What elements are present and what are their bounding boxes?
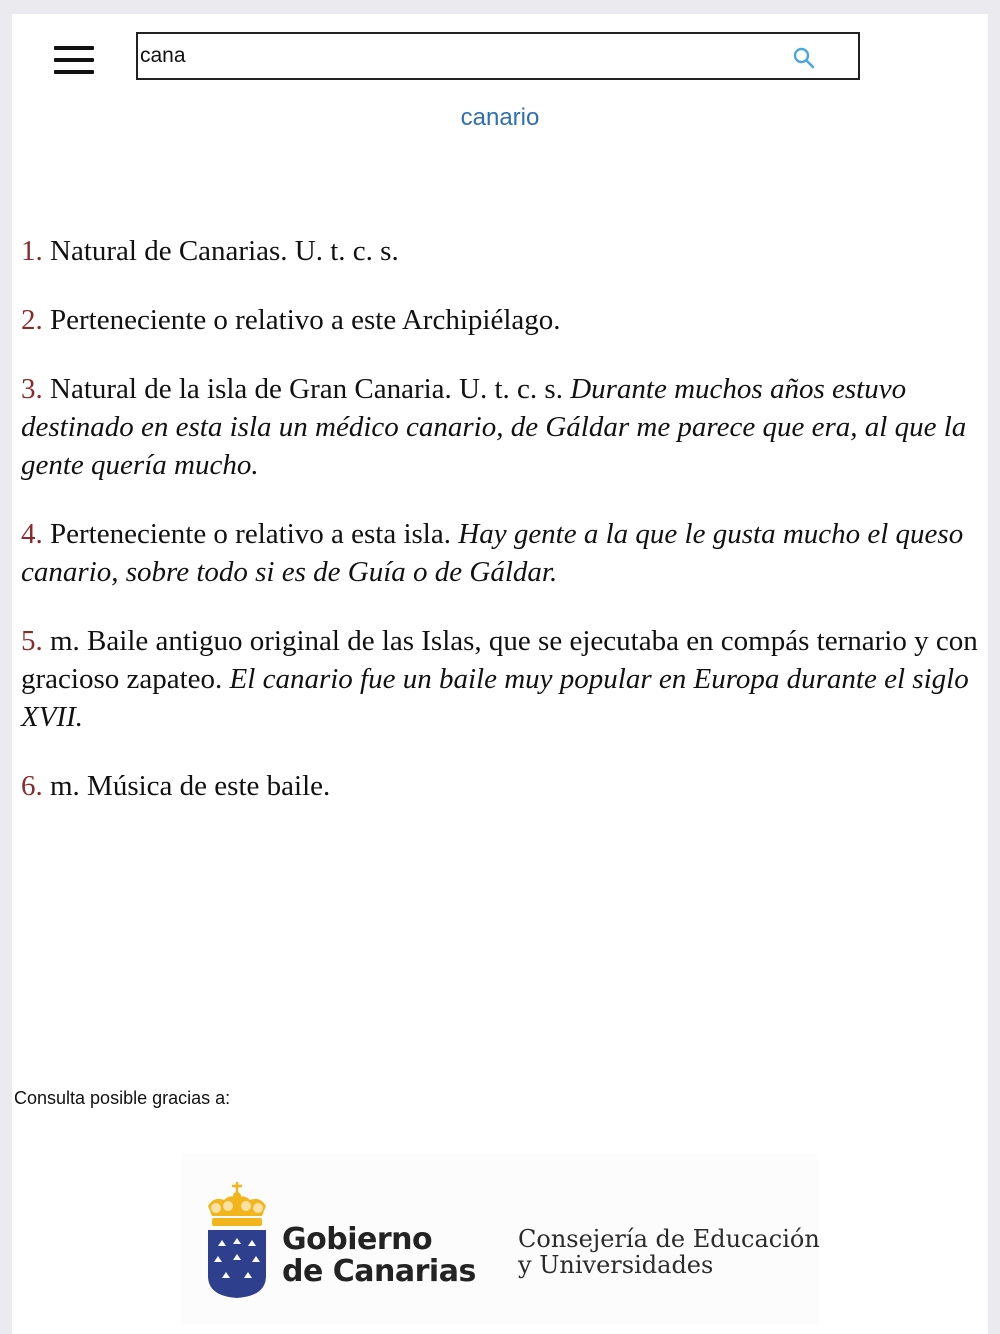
department-name-line2: y Universidades — [518, 1251, 714, 1279]
app-page — [12, 14, 988, 1334]
definition-item — [21, 767, 981, 805]
gobierno-de-canarias-crest-icon — [204, 1180, 270, 1300]
definition-number: 2. — [21, 304, 43, 336]
menu-bar — [54, 70, 94, 74]
definition-text: m. Música de este baile. — [50, 770, 331, 802]
definition-text: Perteneciente o relativo a esta isla. — [50, 518, 451, 550]
search-input[interactable] — [138, 34, 780, 78]
result-word-link[interactable]: canario — [460, 104, 540, 131]
definition-text: Natural de la isla de Gran Canaria. U. t. c. s. — [50, 373, 563, 405]
definition-example: El canario fue un baile muy popular en Europa durante el siglo XVII. — [21, 663, 969, 733]
government-name-line2: de Canarias — [282, 1254, 476, 1289]
definition-number: 1. — [21, 235, 43, 267]
definitions-list — [21, 232, 981, 836]
definition-item — [21, 232, 981, 270]
definition-text: m. Baile antiguo original de las Islas, que se ejecutaba en compás ternario y con gracioso zapateo. — [21, 625, 978, 695]
search-icon[interactable] — [792, 46, 816, 70]
definition-number: 5. — [21, 625, 43, 657]
definition-item — [21, 622, 981, 736]
definition-text: Natural de Canarias. U. t. c. s. — [50, 235, 399, 267]
definition-number: 6. — [21, 770, 43, 802]
definition-number: 4. — [21, 518, 43, 550]
credit-text: Consulta posible gracias a: — [14, 1088, 231, 1108]
definition-example: Hay gente a la que le gusta mucho el queso canario, sobre todo si es de Guía o de Gáldar. — [21, 518, 964, 588]
menu-bar — [54, 46, 94, 50]
definition-text: Perteneciente o relativo a este Archipiélago. — [50, 304, 561, 336]
definition-number: 3. — [21, 373, 43, 405]
search-box — [136, 32, 860, 80]
hamburger-menu-button[interactable] — [54, 46, 94, 74]
definition-example: Durante muchos años estuvo destinado en esta isla un médico canario, de Gáldar me parece que era, al que la gente quería mucho. — [21, 373, 967, 481]
department-name — [518, 1226, 820, 1278]
definition-item — [21, 515, 981, 591]
department-name-line1: Consejería de Educación — [518, 1225, 820, 1253]
government-name — [282, 1224, 476, 1288]
government-name-line1: Gobierno — [282, 1222, 433, 1257]
definition-item — [21, 370, 981, 484]
sponsor-logo — [182, 1154, 818, 1324]
definition-item — [21, 301, 981, 339]
menu-bar — [54, 58, 94, 62]
